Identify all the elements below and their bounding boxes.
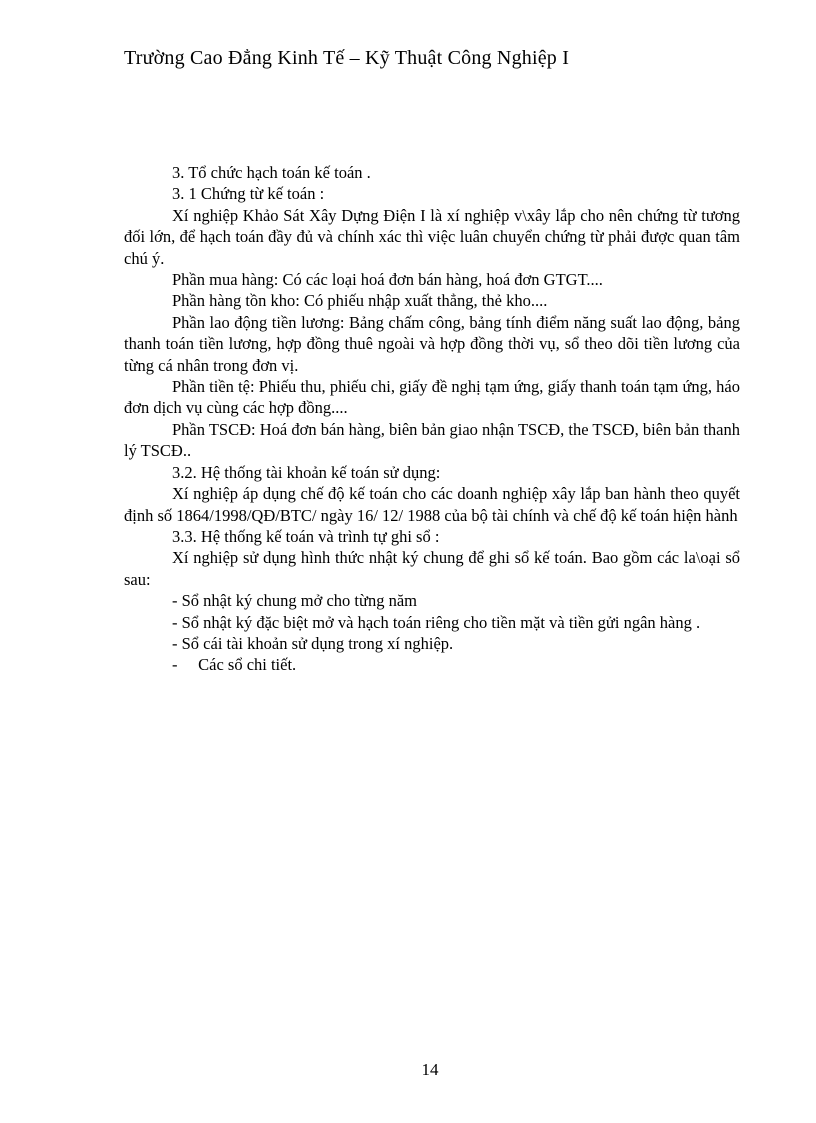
paragraph-lao-dong: Phần lao động tiền lương: Bảng chấm công, bảng tính điểm năng suất lao động, bảng thanh toán tiền lương, hợp đồng thuê ngoài và hợp đồng thời vụ, sổ theo dõi tiền lương của từng cá nhân trong đơn vị.	[124, 312, 740, 375]
list-item: - Sổ nhật ký đặc biệt mở và hạch toán riêng cho tiền mặt và tiền gửi ngân hàng .	[172, 612, 701, 632]
page-number: 14	[421, 1060, 439, 1079]
document-body	[124, 162, 740, 676]
paragraph-hinh-thuc: Xí nghiệp sử dụng hình thức nhật ký chung để ghi sổ kế toán. Bao gồm các la\oại sổ sau:	[124, 548, 740, 589]
list-item: - Sổ cái tài khoản sử dụng trong xí nghiệp.	[172, 633, 454, 653]
paragraph-tien-te: Phần tiền tệ: Phiếu thu, phiếu chi, giấy đề nghị tạm ứng, giấy thanh toán tạm ứng, háo đơn dịch vụ cùng các hợp đồng....	[124, 377, 740, 418]
paragraph-hang-ton-kho: Phần hàng tồn kho: Có phiếu nhập xuất thẳng, thẻ kho....	[172, 291, 548, 311]
section-3-3-title: 3.3. Hệ thống kế toán và trình tự ghi sổ :	[172, 526, 440, 546]
list-item: - Sổ nhật ký chung mở cho từng năm	[172, 591, 417, 611]
section-3-2-title: 3.2. Hệ thống tài khoản kế toán sử dụng:	[172, 462, 441, 482]
list-item: - Các sổ chi tiết.	[172, 655, 297, 675]
paragraph-intro: Xí nghiệp Khảo Sát Xây Dựng Điện I là xí nghiệp v\xây lắp cho nên chứng từ tương đối lớn, để hạch toán đầy đủ và chính xác thì việc luân chuyển chứng từ phải được quan tâm chú ý.	[124, 205, 740, 268]
paragraph-mua-hang: Phần mua hàng: Có các loại hoá đơn bán hàng, hoá đơn GTGT....	[172, 270, 603, 290]
document-header: Trường Cao Đẳng Kinh Tế – Kỹ Thuật Công Nghiệp I	[124, 47, 570, 69]
paragraph-tscd: Phần TSCĐ: Hoá đơn bán hàng, biên bản giao nhận TSCĐ, the TSCĐ, biên bản thanh lý TSCĐ..	[124, 419, 740, 461]
section-3-title: 3. Tổ chức hạch toán kế toán .	[172, 163, 371, 182]
paragraph-che-do: Xí nghiệp áp dụng chế độ kế toán cho các doanh nghiệp xây lắp ban hành theo quyết định số 1864/1998/QĐ/BTC/ ngày 16/ 12/ 1988 của bộ tài chính và chế độ kế toán hiện hành	[124, 484, 740, 525]
section-3-1-title: 3. 1 Chứng từ kế toán :	[172, 184, 325, 204]
